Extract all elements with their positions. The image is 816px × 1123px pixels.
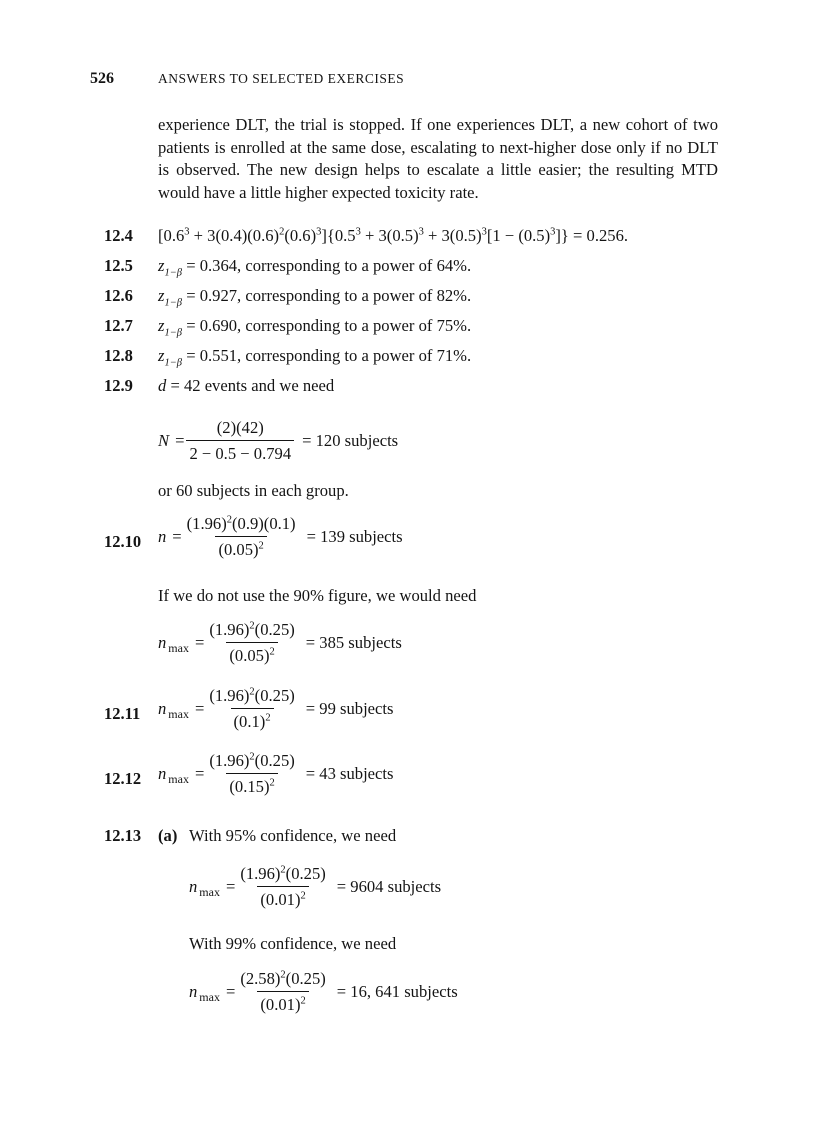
answer-number: 12.4 xyxy=(104,226,133,245)
answer-12-13-text-b: With 99% confidence, we need xyxy=(189,934,397,953)
answer-number: 12.11 xyxy=(104,704,141,723)
equation-12-10: n = $\frac{(1.96)^2(0.9)(0.1)}{(0.05)^2}$ = 139 subjects xyxy=(158,514,403,559)
answer-number: 12.8 xyxy=(104,346,133,365)
equation-12-10-max: n $_{max}$ = $\frac{(1.96)^2(0.25)}{(0.05)^2}$ = 385 subjects xyxy=(158,620,402,665)
equation-12-13-99: n $_{max}$ = $\frac{(2.58)^2(0.25)}{(0.01)^2}$ = 16, 641 subjects xyxy=(189,969,458,1014)
fraction: $\frac{(1.96)^2(0.25)}{(0.05)^2}$ xyxy=(209,620,295,665)
answer-number: 12.13 xyxy=(104,826,142,845)
answer-12-4-expression: $[0.6^3 + 3(0.4)(0.6)^2(0.6)^3]\{0.5^3 + 3(0.5)^3 + 3(0.5)^3[1 - (0.5)^3]\} = 0.256$. xyxy=(158,226,629,245)
answer-12-13-text-a: With 95% confidence, we need xyxy=(189,826,397,845)
fraction: $\frac{(2)(42)}{2 - 0.5 - 0.794}$ xyxy=(186,418,294,464)
answer-number: 12.7 xyxy=(104,316,133,335)
answer-number: 12.5 xyxy=(104,256,133,275)
equation-12-9: N = $\frac{(2)(42)}{2 - 0.5 - 0.794}$ = 120 subjects xyxy=(158,418,399,463)
answer-12-10-note: If we do not use the 90% figure, we would need xyxy=(158,586,477,605)
answer-number: 12.10 xyxy=(104,532,142,551)
answer-12-8-text: $z_{1-\beta} = 0.551$, corresponding to a power of 71%. xyxy=(158,346,472,369)
running-header xyxy=(90,70,405,88)
equation-12-12: n $_{max}$ = $\frac{(1.96)^2(0.25)}{(0.15)^2}$ = 43 subjects xyxy=(158,751,394,796)
answer-12-9-text: d = 42 events and we need xyxy=(158,376,335,395)
part-label: (a) xyxy=(158,826,178,845)
answer-12-9-after: or 60 subjects in each group. xyxy=(158,481,349,500)
equation-12-13-95: n $_{max}$ = $\frac{(1.96)^2(0.25)}{(0.01)^2}$ = 9604 subjects xyxy=(189,864,442,909)
answer-number: 12.9 xyxy=(104,376,133,395)
running-title: ANSWERS TO SELECTED EXERCISES xyxy=(158,71,405,86)
page-number: 526 xyxy=(90,70,114,87)
fraction: $\frac{(1.96)^2(0.9)(0.1)}{(0.05)^2}$ xyxy=(186,514,296,559)
answer-12-5-text: $z_{1-\beta} = 0.364$, corresponding to a power of 64%. xyxy=(158,256,472,279)
fraction: $\frac{(1.96)^2(0.25)}{(0.1)^2}$ xyxy=(209,686,295,731)
equation-12-11: n $_{max}$ = $\frac{(1.96)^2(0.25)}{(0.1)^2}$ = 99 subjects xyxy=(158,686,394,731)
continuation-paragraph: experience DLT, the trial is stopped. If one experiences DLT, a new cohort of two patients is enrolled at the same dose, escalating to next-higher dose only if no DLT is observed. The new design helps to escalate a little easier; the resulting MTD would have a little higher expected toxicity rate. xyxy=(158,115,718,202)
answer-number: 12.12 xyxy=(104,769,142,788)
answer-number: 12.6 xyxy=(104,286,133,305)
fraction: $\frac{(1.96)^2(0.25)}{(0.15)^2}$ xyxy=(209,751,295,796)
fraction: $\frac{(1.96)^2(0.25)}{(0.01)^2}$ xyxy=(240,864,326,909)
answer-12-6-text: $z_{1-\beta} = 0.927$, corresponding to a power of 82%. xyxy=(158,286,472,309)
fraction: $\frac{(2.58)^2(0.25)}{(0.01)^2}$ xyxy=(240,969,326,1014)
answer-12-7-text: $z_{1-\beta} = 0.690$, corresponding to a power of 75%. xyxy=(158,316,472,339)
